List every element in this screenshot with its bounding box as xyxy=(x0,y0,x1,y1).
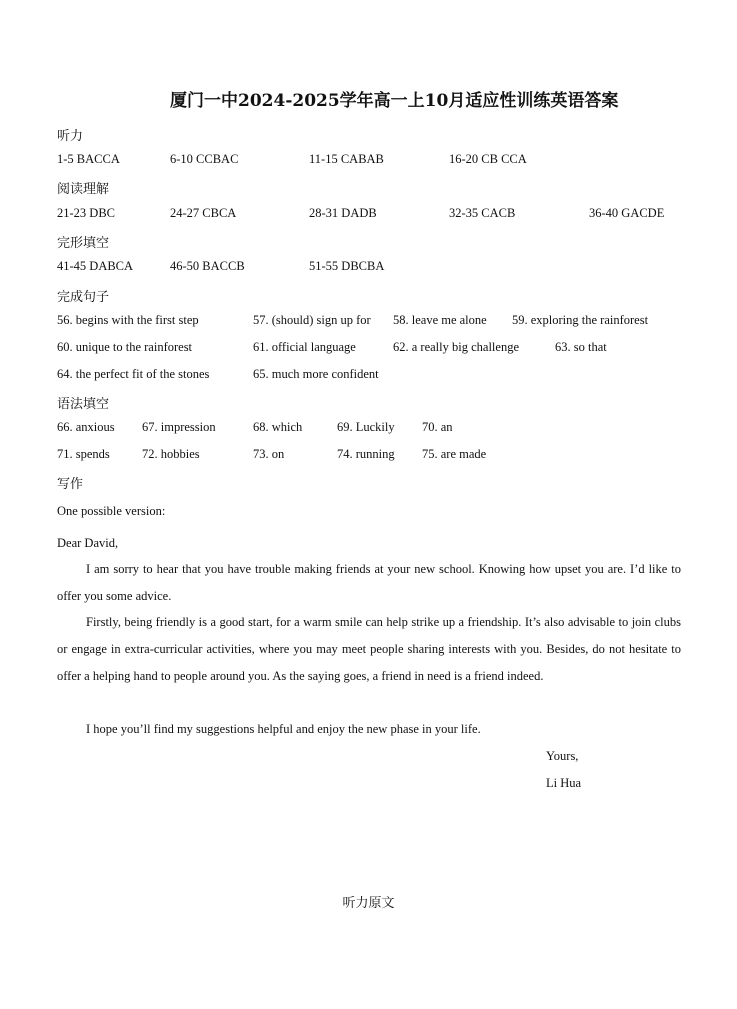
answer-item: 68. which xyxy=(253,420,303,434)
answer-item: 24-27 CBCA xyxy=(170,206,237,220)
listening-script-heading: 听力原文 xyxy=(342,896,395,911)
answer-item: 56. begins with the first step xyxy=(57,313,199,327)
answer-item: 75. are made xyxy=(422,447,487,461)
answer-item: 71. spends xyxy=(57,447,110,461)
writing-intro: One possible version: xyxy=(57,504,166,518)
section-label-listening: 听力 xyxy=(57,129,84,144)
letter-signature: Li Hua xyxy=(546,776,582,790)
answer-item: 67. impression xyxy=(142,420,216,434)
page-title: 厦门一中2024-2025学年高一上10月适应性训练英语答案 xyxy=(170,91,619,111)
answer-item: 58. leave me alone xyxy=(393,313,487,327)
letter-closing: Yours, xyxy=(546,749,579,763)
answer-item: 6-10 CCBAC xyxy=(170,152,239,166)
answer-item: 36-40 GACDE xyxy=(589,206,665,220)
section-label-cloze: 完形填空 xyxy=(57,236,110,251)
reading-answers-row xyxy=(0,206,737,224)
answer-item: 64. the perfect fit of the stones xyxy=(57,367,210,381)
sentences-row xyxy=(0,340,737,358)
letter-paragraph: Firstly, being friendly is a good start, for a warm smile can help strike up a friendship. It’s also advisable to join clubs or engage in extra-curricular activities, where you may meet people sharing interests with you. Besides, do not hesitate to offer a helping hand to people around you. As the saying goes, a friend in need is a friend indeed. xyxy=(57,615,681,683)
section-label-grammar: 语法填空 xyxy=(57,397,110,412)
answer-item: 59. exploring the rainforest xyxy=(512,313,649,327)
letter-paragraph: I hope you’ll find my suggestions helpful and enjoy the new phase in your life. xyxy=(86,722,481,736)
answer-item: 61. official language xyxy=(253,340,356,354)
answer-item: 74. running xyxy=(337,447,395,461)
answer-item: 66. anxious xyxy=(57,420,115,434)
grammar-row xyxy=(0,447,737,465)
answer-item: 69. Luckily xyxy=(337,420,395,434)
answer-item: 21-23 DBC xyxy=(57,206,115,220)
answer-item: 65. much more confident xyxy=(253,367,379,381)
letter-greeting: Dear David, xyxy=(57,536,119,550)
answer-item: 28-31 DADB xyxy=(309,206,377,220)
letter-paragraph: I am sorry to hear that you have trouble making friends at your new school. Knowing how upset you are. I’d like to offer you some advice. xyxy=(57,562,681,603)
answer-item: 72. hobbies xyxy=(142,447,200,461)
answer-item: 51-55 DBCBA xyxy=(309,259,385,273)
answer-item: 73. on xyxy=(253,447,285,461)
cloze-answers-row xyxy=(0,259,737,277)
answer-item: 57. (should) sign up for xyxy=(253,313,371,327)
answer-item: 62. a really big challenge xyxy=(393,340,519,354)
section-label-writing: 写作 xyxy=(57,477,84,492)
answer-item: 41-45 DABCA xyxy=(57,259,134,273)
sentences-row xyxy=(0,367,737,385)
answer-item: 63. so that xyxy=(555,340,607,354)
grammar-row xyxy=(0,420,737,438)
listening-answers-row xyxy=(0,152,737,170)
answer-item: 1-5 BACCA xyxy=(57,152,120,166)
section-label-sentences: 完成句子 xyxy=(57,290,110,305)
answer-item: 32-35 CACB xyxy=(449,206,516,220)
answer-item: 60. unique to the rainforest xyxy=(57,340,193,354)
answer-item: 16-20 CB CCA xyxy=(449,152,527,166)
answer-item: 11-15 CABAB xyxy=(309,152,384,166)
sentences-row xyxy=(0,313,737,331)
section-label-reading: 阅读理解 xyxy=(57,182,110,197)
answer-item: 46-50 BACCB xyxy=(170,259,245,273)
answer-item: 70. an xyxy=(422,420,453,434)
